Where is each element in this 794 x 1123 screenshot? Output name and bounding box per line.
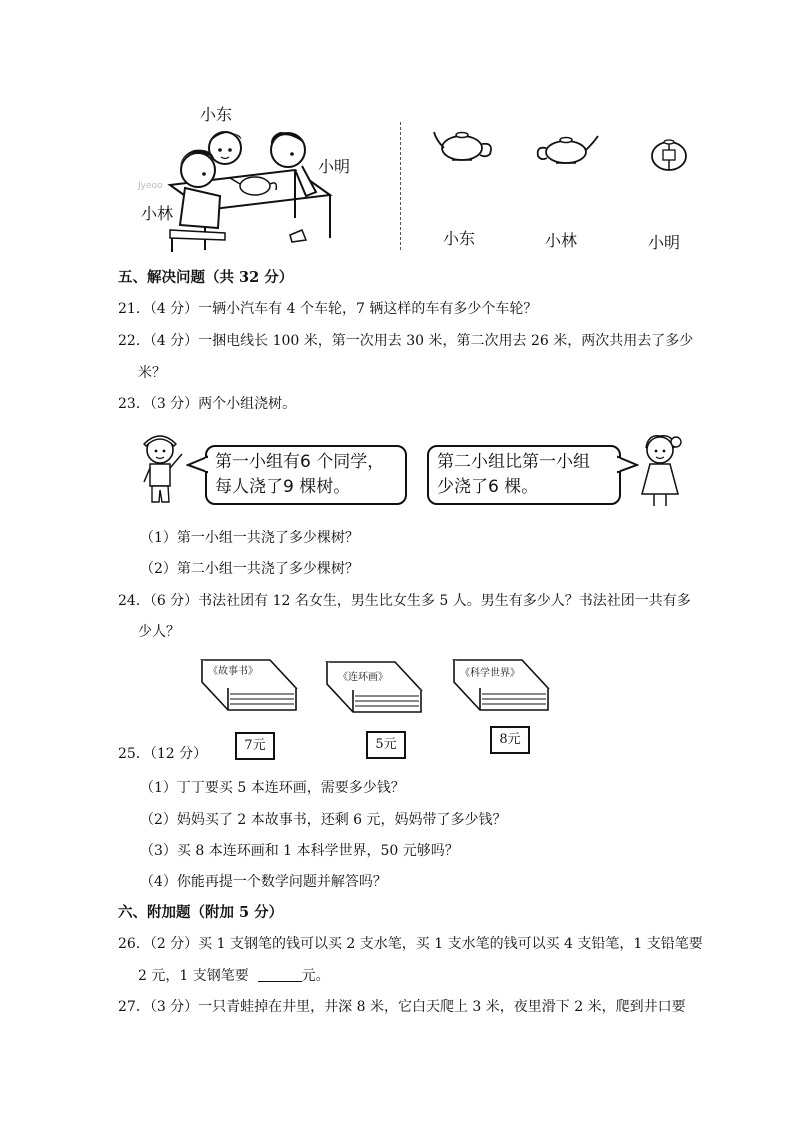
- book-title: 《科学世界》: [460, 668, 520, 679]
- question-24-line2: 少人？: [138, 624, 180, 640]
- question-23-1: （1）第一小组一共浇了多少棵树？: [140, 530, 359, 546]
- bubble1-line2: 每人浇了9 棵树。: [215, 477, 351, 497]
- question-21: 21．（4 分）一辆小汽车有 4 个车轮，7 辆这样的车有多少个车轮？: [118, 301, 538, 317]
- teapot-label-2: 小林: [545, 231, 578, 250]
- teapot-label-3: 小明: [648, 233, 681, 252]
- boy-figure: [140, 432, 190, 512]
- speech-bubble-group1: [205, 445, 407, 505]
- label-xiaodong: 小东: [200, 105, 233, 124]
- book-title: 《故事书》: [208, 666, 258, 677]
- book-title: 《连环画》: [338, 672, 388, 683]
- question-25-1: （1）丁丁要买 5 本连环画，需要多少钱？: [140, 780, 405, 796]
- question-26-line1: 26．（2 分）买 1 支钢笔的钱可以买 2 支水笔，买 1 支水笔的钱可以买 4 支铅笔，1 支铅笔要: [118, 936, 703, 952]
- q26-text-a: 2 元，1 支钢笔要: [138, 968, 249, 984]
- question-23: 23．（3 分）两个小组浇树。: [118, 396, 297, 412]
- girl-figure: [636, 432, 690, 512]
- bubble1-tail: [186, 455, 208, 475]
- question-27: 27．（3 分）一只青蛙掉在井里，井深 8 米，它白天爬上 3 米，夜里滑下 2 米，爬到井口要: [118, 999, 686, 1015]
- dashed-divider: [400, 122, 401, 250]
- question-25: 25．（12 分）: [118, 746, 208, 762]
- bubble2-line2: 少浇了6 棵。: [437, 477, 539, 497]
- q26-text-b: 元。: [301, 968, 330, 984]
- question-25-2: （2）妈妈买了 2 本故事书，还剩 6 元，妈妈带了多少钱？: [140, 812, 507, 828]
- bubble1-line1: 第一小组有6 个同学，: [215, 452, 385, 472]
- section-5-title: 五、解决问题（共 32 分）: [118, 269, 294, 286]
- question-26-line2: [138, 966, 330, 986]
- price-tag: 8元: [490, 726, 530, 754]
- teapot-view-3: [647, 134, 691, 174]
- section-6-title: 六、附加题（附加 5 分）: [118, 904, 284, 921]
- label-xiaolin: 小林: [141, 204, 174, 223]
- question-23-2: （2）第二小组一共浇了多少棵树？: [140, 561, 359, 577]
- question-25-3: （3）买 8 本连环画和 1 本科学世界，50 元够吗？: [140, 843, 459, 859]
- question-24-line1: 24．（6 分）书法社团有 12 名女生，男生比女生多 5 人。男生有多少人？书法社团一共有多: [118, 593, 691, 609]
- price-tag: 5元: [366, 731, 406, 759]
- bubble2-line1: 第二小组比第一小组: [437, 452, 590, 472]
- teapot-view-2: [532, 128, 600, 170]
- question-22-line1: 22．（4 分）一捆电线长 100 米，第一次用去 30 米，第二次用去 26 米，两次共用去了多少: [118, 333, 694, 349]
- kids-table-illustration: [130, 100, 350, 255]
- label-xiaoming: 小明: [318, 157, 351, 176]
- speech-bubble-group2: [427, 445, 621, 505]
- teapot-view-1: [430, 122, 498, 168]
- question-22-line2: 米？: [138, 365, 166, 381]
- answer-blank[interactable]: [258, 967, 302, 982]
- teapot-label-1: 小东: [443, 229, 476, 248]
- question-25-4: （4）你能再提一个数学问题并解答吗？: [140, 874, 387, 890]
- watermark-text: Jyeoo: [138, 181, 163, 191]
- price-tag: 7元: [235, 732, 275, 760]
